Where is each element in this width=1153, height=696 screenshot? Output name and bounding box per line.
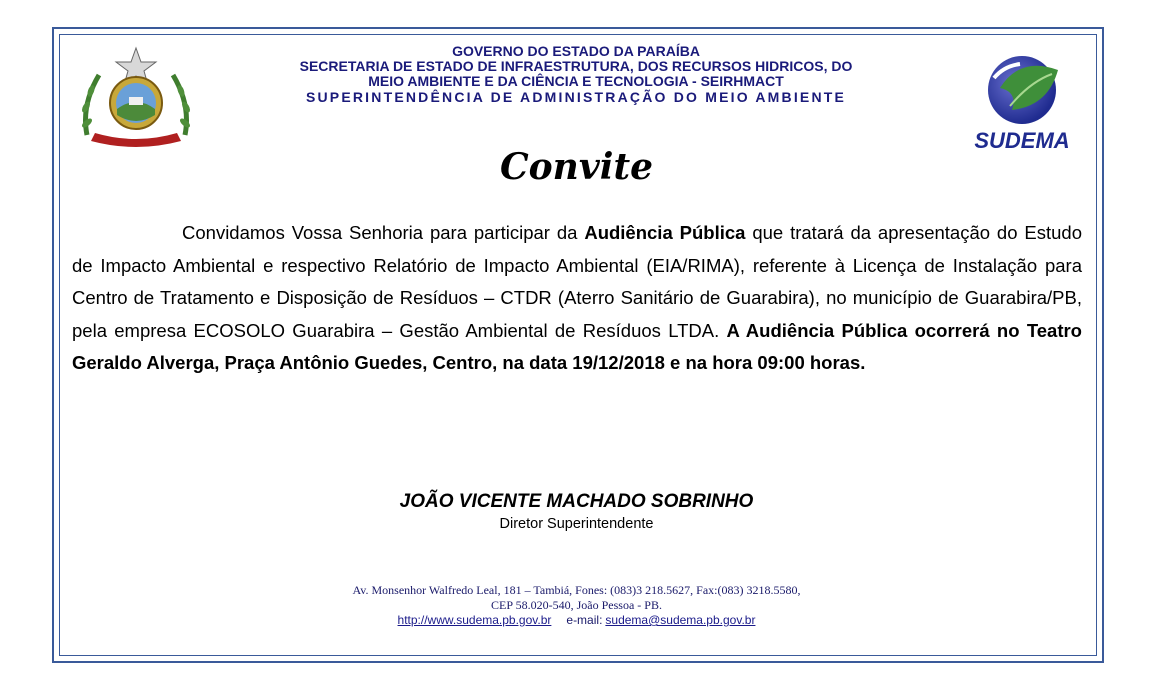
document-footer bbox=[0, 583, 1153, 628]
signatory-role: Diretor Superintendente bbox=[499, 516, 654, 532]
state-coat-of-arms-emblem bbox=[77, 45, 195, 150]
footer-contacts bbox=[0, 613, 1153, 628]
document-header bbox=[200, 44, 952, 105]
sudema-logo-text: SUDEMA bbox=[974, 128, 1070, 153]
header-secretariat-line-2: MEIO AMBIENTE E DA CIÊNCIA E TECNOLOGIA - SEIRHMACT bbox=[368, 73, 784, 89]
signatory-name: JOÃO VICENTE MACHADO SOBRINHO bbox=[399, 491, 754, 512]
footer-website-link[interactable]: http://www.sudema.pb.gov.br bbox=[397, 613, 552, 627]
body-text-highlight: Audiência Pública bbox=[584, 222, 746, 243]
body-text-details: que tratará da apresentação do Estudo de Impacto Ambiental e respectivo Relatório de Impacto Ambiental (EIA/RIMA), referente à Licença de Instalação para Centro de Tratamento e Disposição de Resíduos – CTDR (Aterro Sanitário de Guarabira), no município de Guarabira/PB, pela empresa ECOSOLO Guarabira – Gestão Ambiental de Resíduos LTDA. bbox=[72, 222, 1082, 341]
body-text-event-info: A Audiência Pública ocorrerá no Teatro Geraldo Alverga, Praça Antônio Guedes, Centro, na data 19/12/2018 e na hora 09:00 horas. bbox=[72, 319, 1082, 373]
header-government-line: GOVERNO DO ESTADO DA PARAÍBA bbox=[452, 43, 700, 59]
body-text-intro: Convidamos Vossa Senhoria para participar da bbox=[182, 222, 585, 243]
header-superintendence-line: SUPERINTENDÊNCIA DE ADMINISTRAÇÃO DO MEIO AMBIENTE bbox=[305, 89, 847, 105]
footer-email-label: e-mail: bbox=[566, 613, 603, 627]
invitation-body bbox=[72, 217, 1082, 380]
sudema-logo bbox=[960, 48, 1085, 153]
footer-email-link[interactable]: sudema@sudema.pb.gov.br bbox=[605, 613, 756, 627]
footer-address: Av. Monsenhor Walfredo Leal, 181 – Tambiá, Fones: (083)3 218.5627, Fax:(083) 3218.5580, bbox=[352, 583, 801, 597]
footer-cep: CEP 58.020-540, João Pessoa - PB. bbox=[491, 598, 662, 612]
document-title: Convite bbox=[500, 146, 653, 188]
header-secretariat-line: SECRETARIA DE ESTADO DE INFRAESTRUTURA, DOS RECURSOS HIDRICOS, DO bbox=[299, 58, 853, 74]
